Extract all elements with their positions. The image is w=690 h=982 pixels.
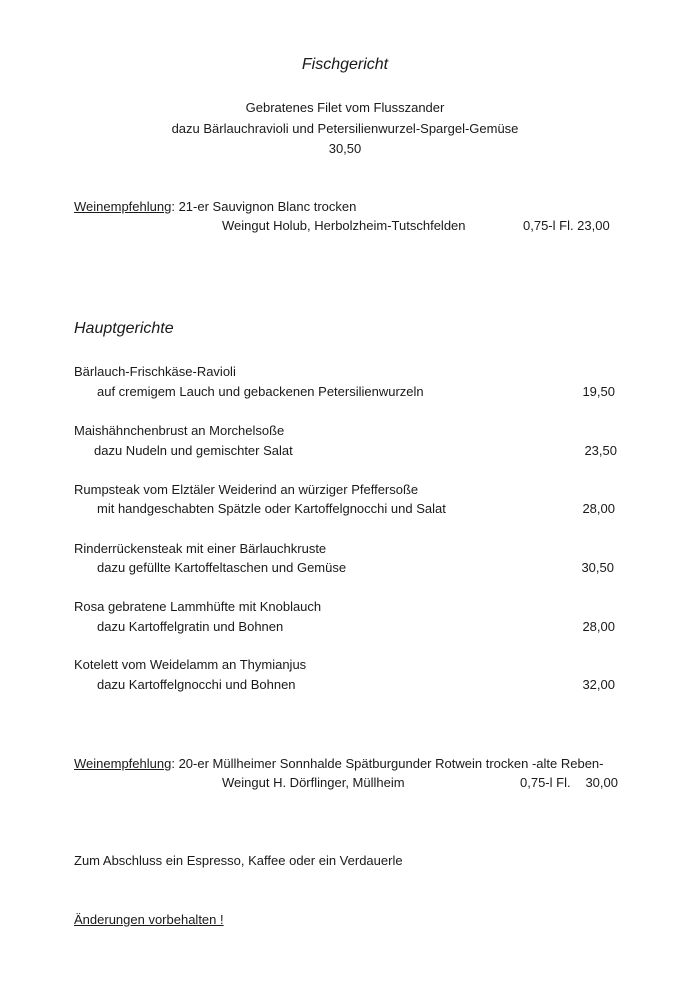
wine-label-colon: :: [171, 756, 175, 771]
wine-recommendation-1: [74, 199, 356, 215]
dish-price: 28,00: [582, 619, 615, 634]
dish-name: Rinderrückensteak mit einer Bärlauchkruste: [74, 541, 327, 556]
dish-name: Maishähnchenbrust an Morchelsoße: [74, 423, 285, 438]
dish-description: dazu gefüllte Kartoffeltaschen und Gemüse: [97, 560, 347, 575]
wine-producer-1: Weingut Holub, Herbolzheim-Tutschfelden: [222, 218, 466, 233]
wine-name: 20-er Müllheimer Sonnhalde Spätburgunder Rotwein trocken -alte Reben-: [178, 756, 604, 771]
dish-description: dazu Nudeln und gemischter Salat: [94, 443, 293, 458]
dish-price: 30,50: [581, 560, 614, 575]
dish-price: 19,50: [582, 384, 615, 399]
mains-heading: Hauptgerichte: [74, 320, 174, 337]
fish-dish-price: 30,50: [328, 141, 362, 156]
dish-name: Rosa gebratene Lammhüfte mit Knoblauch: [74, 599, 322, 614]
dish-description: dazu Kartoffelgratin und Bohnen: [97, 619, 284, 634]
wine-name: 21-er Sauvignon Blanc trocken: [178, 199, 357, 214]
fish-heading: Fischgericht: [301, 56, 389, 73]
changes-note: Änderungen vorbehalten !: [74, 912, 224, 927]
wine-bottle-price-1: 0,75-l Fl. 23,00: [523, 218, 610, 233]
fish-dish-line-1: Gebratenes Filet vom Flusszander: [245, 100, 445, 115]
wine-label: Weinempfehlung: [74, 199, 172, 214]
dish-price: 23,50: [584, 443, 617, 458]
wine-price-2: 30,00: [585, 775, 618, 790]
dish-price: 32,00: [582, 677, 615, 692]
wine-recommendation-2: [74, 756, 603, 772]
fish-dish-line-2: dazu Bärlauchravioli und Petersilienwurzel-Spargel-Gemüse: [171, 121, 519, 136]
dish-description: dazu Kartoffelgnocchi und Bohnen: [97, 677, 296, 692]
closing-line: Zum Abschluss ein Espresso, Kaffee oder ein Verdauerle: [74, 853, 403, 868]
dish-name: Bärlauch-Frischkäse-Ravioli: [74, 364, 236, 379]
dish-description: auf cremigem Lauch und gebackenen Petersilienwurzeln: [97, 384, 424, 399]
wine-producer-2: Weingut H. Dörflinger, Müllheim: [222, 775, 405, 790]
dish-name: Rumpsteak vom Elztäler Weiderind an würziger Pfeffersoße: [74, 482, 419, 497]
wine-label-colon: :: [171, 199, 175, 214]
wine-label: Weinempfehlung: [74, 756, 172, 771]
wine-bottle-2: 0,75-l Fl.: [520, 775, 571, 790]
dish-price: 28,00: [582, 501, 615, 516]
dish-description: mit handgeschabten Spätzle oder Kartoffelgnocchi und Salat: [97, 501, 446, 516]
dish-name: Kotelett vom Weidelamm an Thymianjus: [74, 657, 307, 672]
